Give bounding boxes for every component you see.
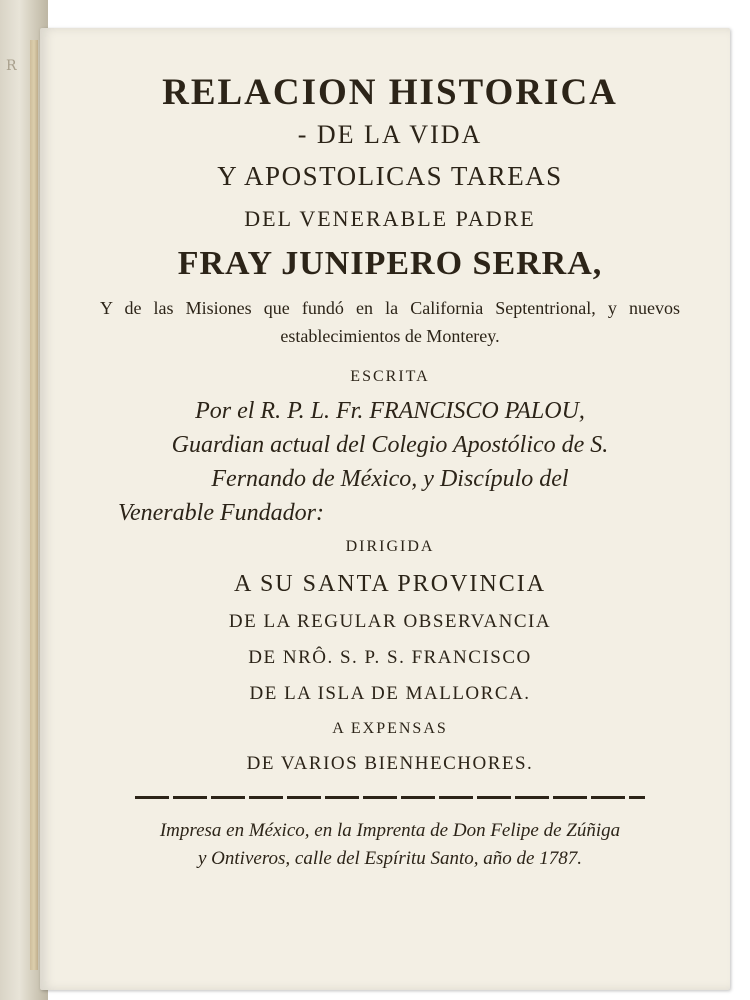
title-page — [40, 28, 730, 990]
page-edge — [30, 40, 38, 970]
dirigida-label: DIRIGIDA — [345, 538, 435, 555]
subtitle: Y de las Misiones que fundó en la California Septentrional, y nuevos establecimientos de Monterey. — [100, 298, 680, 346]
title-line-3: Y APOSTOLICAS TAREAS — [217, 161, 563, 191]
title-line-1: RELACION HISTORICA — [162, 72, 618, 113]
benefactors-line: DE VARIOS BIENHECHORES. — [246, 753, 534, 774]
title-line-5: FRAY JUNIPERO SERRA, — [177, 245, 603, 282]
author-line-3: Fernando de México, y Discípulo del — [211, 466, 569, 492]
author-line-4: Venerable Fundador: — [118, 500, 324, 526]
ornamental-divider — [135, 796, 645, 799]
expensas-label: A EXPENSAS — [332, 720, 448, 737]
author-line-1: Por el R. P. L. Fr. FRANCISCO PALOU, — [195, 398, 585, 424]
title-line-2: - DE LA VIDA — [297, 120, 483, 149]
imprint-line-2: y Ontiveros, calle del Espíritu Santo, año de 1787. — [198, 848, 582, 869]
title-line-4: DEL VENERABLE PADRE — [244, 206, 536, 231]
dedication-line-2: DE LA REGULAR OBSERVANCIA — [228, 611, 552, 632]
dedication-line-4: DE LA ISLA DE MALLORCA. — [249, 683, 531, 704]
title-page-text — [100, 68, 680, 873]
escrita-label: ESCRITA — [350, 368, 430, 385]
author-line-2: Guardian actual del Colegio Apostólico de S. — [171, 432, 609, 458]
dedication-line-3: DE NRÔ. S. P. S. FRANCISCO — [248, 647, 532, 668]
dedication-line-1: A SU SANTA PROVINCIA — [233, 571, 547, 597]
imprint-line-1: Impresa en México, en la Imprenta de Don Felipe de Zúñiga — [159, 820, 621, 841]
binding-mark: R — [6, 58, 17, 74]
